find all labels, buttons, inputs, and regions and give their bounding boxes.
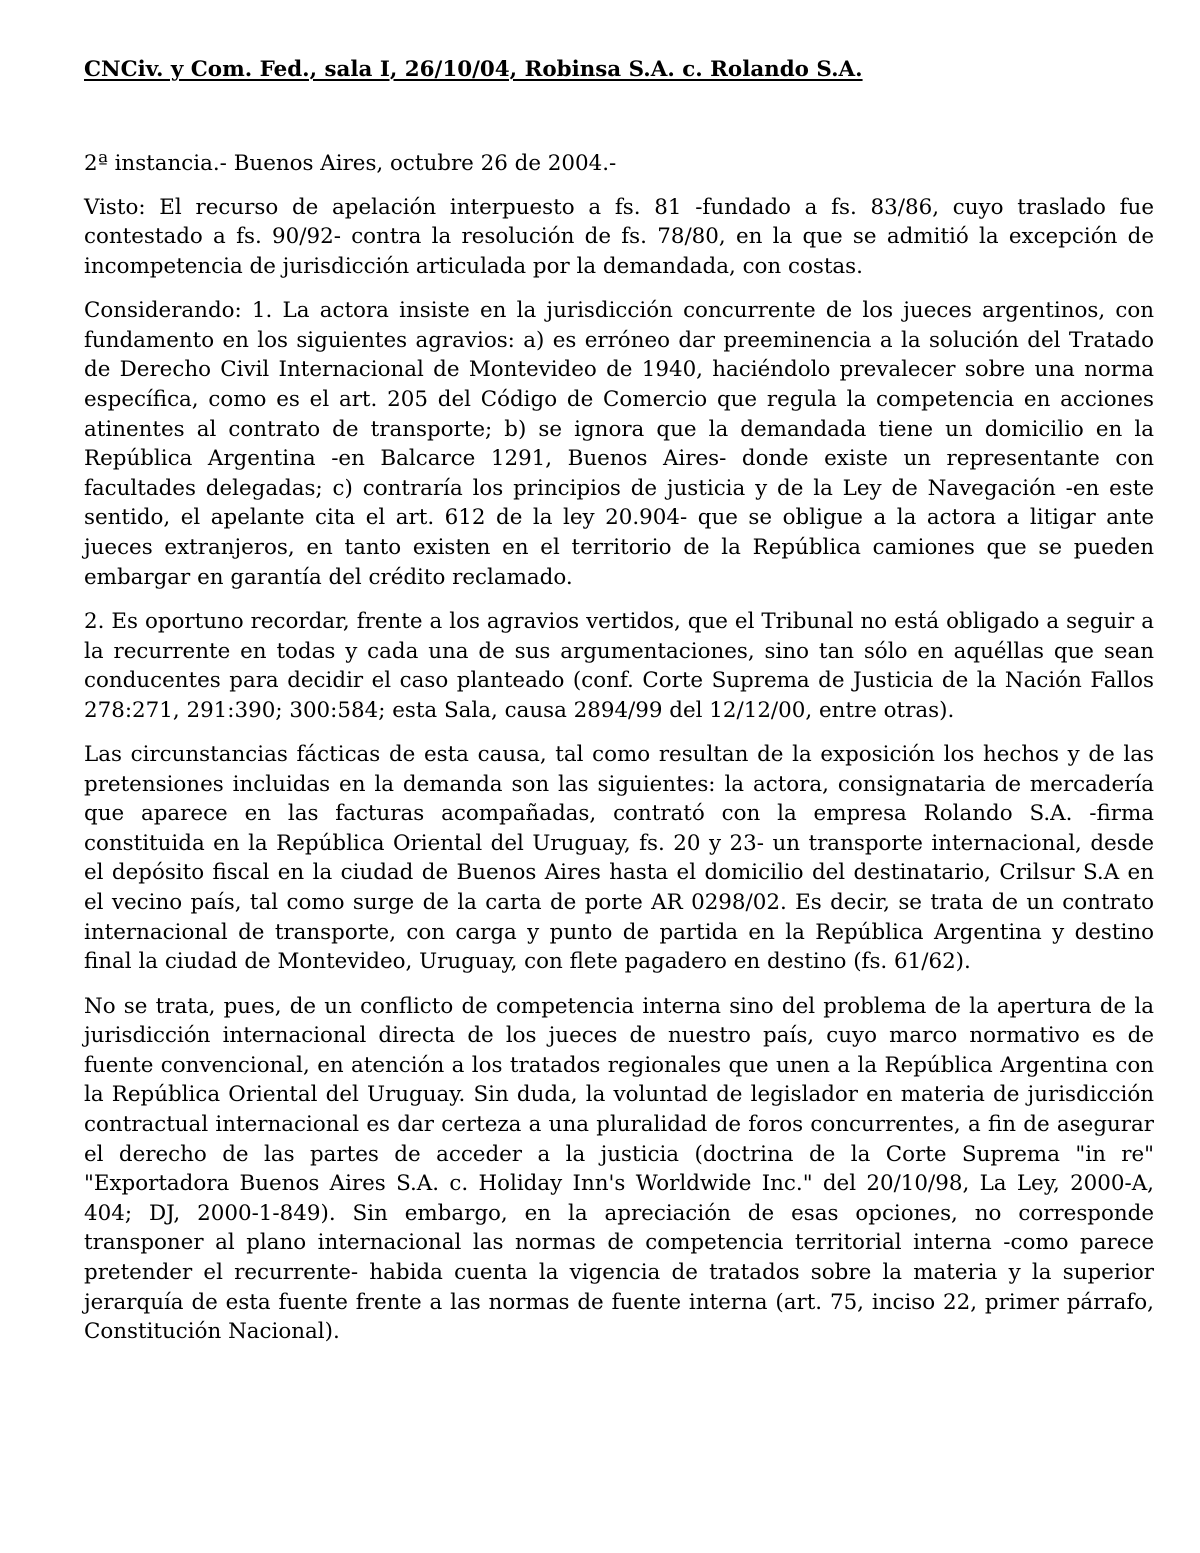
paragraph-considerando-1: Considerando: 1. La actora insiste en la jurisdicción concurrente de los jueces argentinos, con fundamento en los siguientes agravios: a) es erróneo dar preeminencia a la solución del Tratado de Derecho Civil Internacional de Montevideo de 1940, haciéndolo prevalecer sobre una norma específica, como es el art. 205 del Código de Comercio que regula la competencia en acciones atinentes al contrato de transporte; b) se ignora que la demandada tiene un domicilio en la República Argentina -en Balcarce 1291, Buenos Aires- donde existe un representante con facultades delegadas; c) contraría los principios de justicia y de la Ley de Navegación -en este sentido, el apelante cita el art. 612 de la ley 20.904- que se obligue a la actora a litigar ante jueces extranjeros, en tanto existen en el territorio de la República camiones que se pueden embargar en garantía del crédito reclamado. (84, 298, 1154, 590)
paragraph-instance-date: 2ª instancia.- Buenos Aires, octubre 26 de 2004.- (84, 151, 617, 176)
paragraph-jurisdiccion: No se trata, pues, de un conflicto de competencia interna sino del problema de la apertura de la jurisdicción internacional directa de los jueces de nuestro país, cuyo marco normativo es de fuente convencional, en atención a los tratados regionales que unen a la República Argentina con la República Oriental del Uruguay. Sin duda, la voluntad de legislador en materia de jurisdicción contractual internacional es dar certeza a una pluralidad de foros concurrentes, a fin de asegurar el derecho de las partes de acceder a la justicia (doctrina de la Corte Suprema "in re" "Exportadora Buenos Aires S.A. c. Holiday Inn's Worldwide Inc." del 20/10/98, La Ley, 2000-A, 404; DJ, 2000-1-849). Sin embargo, en la apreciación de esas opciones, no corresponde transponer al plano internacional las normas de competencia territorial interna -como parece pretender el recurrente- habida cuenta la vigencia de tratados sobre la materia y la superior jerarquía de esta fuente frente a las normas de fuente interna (art. 75, inciso 22, primer párrafo, Constitución Nacional). (84, 993, 1154, 1345)
paragraph-visto: Visto: El recurso de apelación interpuesto a fs. 81 -fundado a fs. 83/86, cuyo traslado fue contestado a fs. 90/92- contra la resolución de fs. 78/80, en la que se admitió la excepción de incompetencia de jurisdicción articulada por la demandada, con costas. (84, 194, 1154, 279)
paragraph-circunstancias: Las circunstancias fácticas de esta causa, tal como resultan de la exposición los hechos y de las pretensiones incluidas en la demanda son las siguientes: la actora, consignataria de mercadería que aparece en las facturas acompañadas, contrató con la empresa Rolando S.A. -firma constituida en la República Oriental del Uruguay, fs. 20 y 23- un transporte internacional, desde el depósito fiscal en la ciudad de Buenos Aires hasta el domicilio del destinatario, Crilsur S.A en el vecino país, tal como surge de la carta de porte AR 0298/02. Es decir, se trata de un contrato internacional de transporte, con carga y punto de partida en la República Argentina y destino final la ciudad de Montevideo, Uruguay, con flete pagadero en destino (fs. 61/62). (84, 742, 1154, 975)
document-title: CNCiv. y Com. Fed., sala I, 26/10/04, Robinsa S.A. c. Rolando S.A. (84, 57, 863, 82)
paragraph-considerando-2: 2. Es oportuno recordar, frente a los agravios vertidos, que el Tribunal no está obligado a seguir a la recurrente en todas y cada una de sus argumentaciones, sino tan sólo en aquéllas que sean conducentes para decidir el caso planteado (conf. Corte Suprema de Justicia de la Nación Fallos 278:271, 291:390; 300:584; esta Sala, causa 2894/99 del 12/12/00, entre otras). (84, 608, 1154, 723)
document-page (84, 52, 1154, 1362)
